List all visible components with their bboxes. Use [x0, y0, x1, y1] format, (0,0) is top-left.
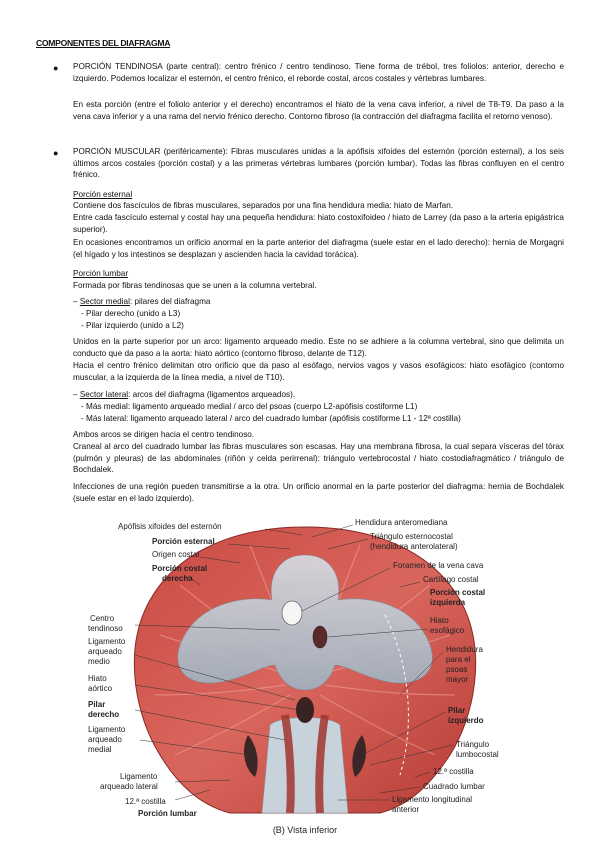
- esternal-text-3: En ocasiones encontramos un orificio anormal en la parte anterior del diafragma (suele estar en el lado derecho): hernia de Morgagni (el hígado y los intestinos se desplazan y ascienden hacia la cavidad torácica).: [73, 238, 564, 259]
- sector-medial-line: – Sector medial: pilares del diafragma: [73, 297, 211, 306]
- lumbar-text-1: Formada por fibras tendinosas que se unen a la columna vertebral.: [73, 281, 317, 290]
- pilar-derecho-item: - Pilar derecho (unido a L3): [81, 309, 181, 318]
- lumbar-text-2: Unidos en la parte superior por un arco: ligamento arqueado medio. Este no se adhiere a la columna vertebral, sino que delimita un conducto que da paso a la aorta: hiato aórtico (contorno fibroso, delante de T12).: [73, 337, 564, 358]
- label-hendidura-anteromediana: Hendidura anteromediana: [355, 518, 448, 527]
- sector-medial-label: Sector medial: [79, 297, 130, 306]
- label-cartilago-costal: Cartílago costal: [423, 575, 479, 584]
- label-hiato-esofagico-2: esofágico: [430, 626, 465, 635]
- vena-cava-paragraph: En esta porción (entre el foliolo anterior y el derecho) encontramos el hiato de la vena cava inferior, a nivel de T8-T9. Da paso a la vena cava inferior y a una rama del nervio frénico derecho. Contorno fibroso (la contracción del diafragma facilita el retorno venoso).: [73, 100, 564, 121]
- label-triangulo-esternocostal-1: Triángulo esternocostal: [370, 532, 453, 541]
- esternal-text-2: Entre cada fascículo esternal y costal hay una pequeña hendidura: hiato costoxifoideo / hiato de Larrey (da paso a la arteria epigástrica superior).: [73, 213, 564, 234]
- mas-medial-item: - Más medial: ligamento arqueado medial / arco del psoas (cuerpo L2-apófisis costiforme L1): [81, 402, 418, 411]
- label-pilar-izquierdo-2: izquierdo: [448, 716, 484, 725]
- label-hendidura-psoas-1: Hendidura: [446, 645, 483, 654]
- label-hiato-aortico-2: aórtico: [88, 684, 113, 693]
- label-lig-longitudinal-1: Ligamento longitudinal: [392, 795, 473, 804]
- label-centro-tendinoso-1: Centro: [90, 614, 115, 623]
- label-porcion-costal-derecha-2: derecha: [162, 574, 193, 583]
- label-lig-longitudinal-2: anterior: [392, 805, 420, 814]
- label-lig-arq-medio-2: arqueado: [88, 647, 122, 656]
- label-hendidura-psoas-3: psoas: [446, 665, 468, 674]
- esophageal-hiatus: [313, 626, 327, 648]
- label-hendidura-psoas-4: mayor: [446, 675, 469, 684]
- sector-lateral-line: – Sector lateral: arcos del diafragma (ligamentos arqueados).: [73, 390, 296, 399]
- label-pilar-derecho-1: Pilar: [88, 700, 106, 709]
- figure-caption: (B) Vista inferior: [272, 825, 338, 835]
- label-costilla-12-right: 12.ª costilla: [433, 767, 474, 776]
- label-porcion-lumbar: Porción lumbar: [138, 809, 197, 818]
- label-hiato-aortico-1: Hiato: [88, 674, 107, 683]
- mas-lateral-item: - Más lateral: ligamento arqueado lateral / arco del cuadrado lumbar (apófisis costiforme L1 - 12ª costilla): [81, 414, 461, 423]
- label-foramen-vena-cava: Foramen de la vena cava: [393, 561, 484, 570]
- esternal-text-1: Contiene dos fascículos de fibras musculares, separados por una fina hendidura media: hiato de Marfan.: [73, 201, 454, 210]
- label-lig-arq-medio-3: medio: [88, 657, 110, 666]
- infecciones-text: Infecciones de una región pueden transmitirse a la otra. Un orificio anormal en la parte posterior del diafragma: hernia de Bochdalek (suele estar en el lado izquierdo).: [73, 482, 564, 503]
- tendinosa-paragraph: PORCIÓN TENDINOSA (parte central): centro frénico / centro tendinoso. Tiene forma de trébol, tres foliolos: anterior, derecho e izquierdo. Podemos localizar el esternón, el centro frénico, el reborde costal, arcos costales y vértebras lumbares.: [73, 62, 564, 83]
- label-apofisis-xifoides: Apófisis xifoides del esternón: [118, 522, 222, 531]
- muscular-paragraph: PORCIÓN MUSCULAR (periféricamente): Fibras musculares unidas a la apófisis xifoides del esternón (porción esternal), a los seis últimos arcos costales (porción costal) y a las primeras vértebras lumbares (porción lumbar). Todas las fibras confluyen en el centro frénico.: [73, 147, 564, 180]
- label-triangulo-lumbocostal-2: lumbocostal: [456, 750, 499, 759]
- label-costilla-12-left: 12.ª costilla: [125, 797, 166, 806]
- page-title: COMPONENTES DEL DIAFRAGMA: [36, 38, 171, 48]
- label-lig-arq-medial-3: medial: [88, 745, 112, 754]
- sector-medial-rest: : pilares del diafragma: [129, 297, 211, 306]
- lumbar-text-3: Hacia el centro frénico delimitan otro orificio que da paso al esófago, nervios vagos y vasos esofágicos: hiato esofágico (contorno muscular, a la izquierda de la línea media, a nivel de T10).: [73, 361, 564, 382]
- sector-lateral-label: Sector lateral: [79, 390, 129, 399]
- label-pilar-derecho-2: derecho: [88, 710, 120, 719]
- esternal-heading: Porción esternal: [73, 190, 133, 199]
- label-origen-costal: Origen costal: [152, 550, 200, 559]
- label-porcion-costal-izq-1: Porción costal: [430, 588, 486, 597]
- label-lig-arq-lateral-2: arqueado lateral: [100, 782, 158, 791]
- label-lig-arq-lateral-1: Ligamento: [120, 772, 158, 781]
- label-lig-arq-medio-1: Ligamento: [88, 637, 126, 646]
- label-lig-arq-medial-2: arqueado: [88, 735, 122, 744]
- lumbar-heading: Porción lumbar: [73, 269, 129, 278]
- label-pilar-izquierdo-1: Pilar: [448, 706, 466, 715]
- label-cuadrado-lumbar: Cuadrado lumbar: [423, 782, 485, 791]
- vena-cava-foramen: [282, 601, 302, 625]
- craneal-text: Craneal al arco del cuadrado lumbar las fibras musculares son escasas. Hay una membrana fibrosa, la cual separa vísceras del tórax (pulmón y pleuras) de las abdominales (riñón y celda perirrenal): triángulo vertebrocostal / hiato costodiafragmático / triángulo de Bochdalek.: [73, 442, 564, 475]
- bullet-icon: ●: [53, 63, 59, 73]
- label-porcion-esternal: Porción esternal: [152, 537, 215, 546]
- sector-lateral-rest: : arcos del diafragma (ligamentos arqueados).: [128, 390, 296, 399]
- diaphragm-figure: [80, 515, 530, 845]
- label-hendidura-psoas-2: para el: [446, 655, 471, 664]
- pilar-izquierdo-item: - Pilar izquierdo (unido a L2): [81, 321, 184, 330]
- label-lig-arq-medial-1: Ligamento: [88, 725, 126, 734]
- label-triangulo-lumbocostal-1: Triángulo: [456, 740, 490, 749]
- label-centro-tendinoso-2: tendinoso: [88, 624, 123, 633]
- ambos-text: Ambos arcos se dirigen hacia el centro tendinoso.: [73, 430, 255, 439]
- label-porcion-costal-derecha-1: Porción costal: [152, 564, 208, 573]
- label-triangulo-esternocostal-2: (hendidura anterolateral): [370, 542, 458, 551]
- label-porcion-costal-izq-2: izquierda: [430, 598, 466, 607]
- vertebral-column: [262, 718, 348, 814]
- bullet-icon: ●: [53, 148, 59, 158]
- label-hiato-esofagico-1: Hiato: [430, 616, 449, 625]
